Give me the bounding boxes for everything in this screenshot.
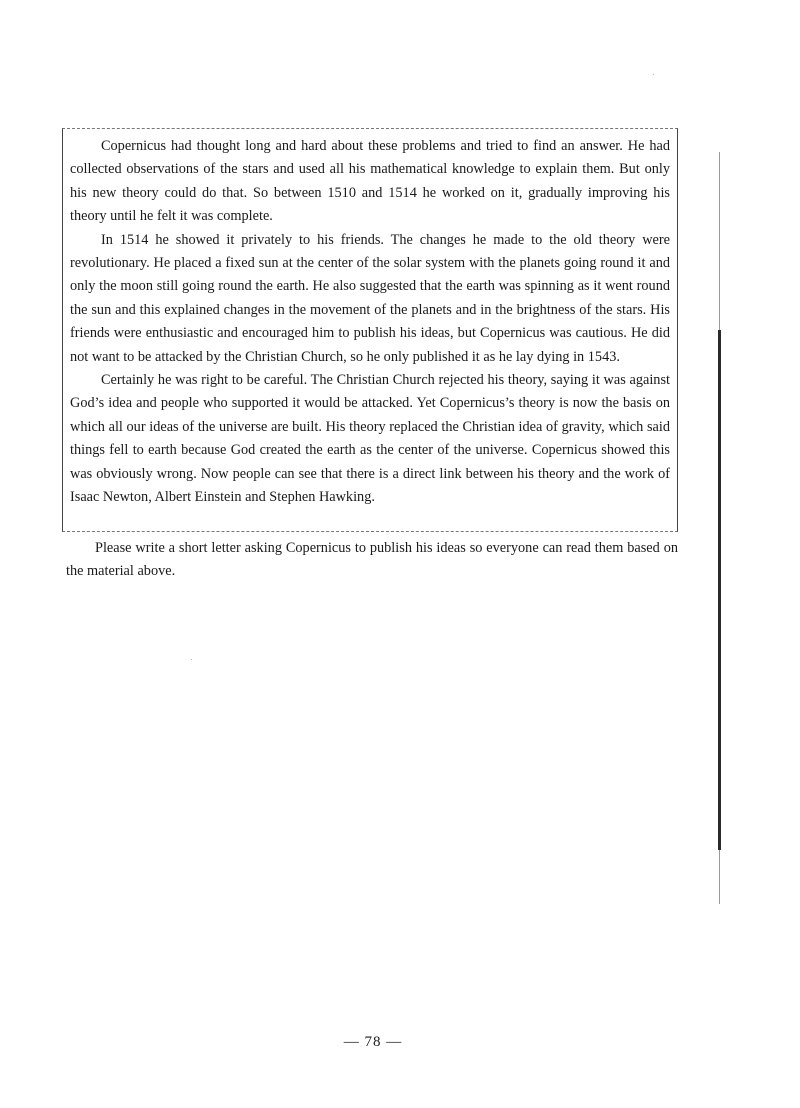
scan-speck [191,659,192,660]
passage [70,135,670,510]
passage-paragraph-1: Copernicus had thought long and hard about these problems and tried to find an answer. He had collected observations of the stars and used all his mathematical knowledge to explain them. But only his new theory could do that. So between 1510 and 1514 he worked on it, gradually improving his theory until he felt it was complete. [70,138,670,225]
passage-paragraph-2: In 1514 he showed it privately to his friends. The changes he made to the old theory were revolutionary. He placed a fixed sun at the center of the solar system with the planets going round it and only the moon still going round the earth. He also suggested that the earth was spinning as it went round the sun and this explained changes in the movement of the planets and in the brightness of the stars. His friends were enthusiastic and encouraged him to publish his ideas, but Copernicus was cautious. He did not want to be attacked by the Christian Church, so he only published it as he lay dying in 1543. [70,231,670,365]
writing-prompt: Please write a short letter asking Copernicus to publish his ideas so everyone can read them based on the material above. [66,540,678,580]
passage-paragraph-3: Certainly he was right to be careful. The Christian Church rejected his theory, saying it was against God’s idea and people who supported it would be attacked. Yet Copernicus’s theory is now the basis on which all our ideas of the universe are built. His theory replaced the Christian idea of gravity, which said things fell to earth because God created the earth as the center of the universe. Copernicus showed this was obviously wrong. Now people can see that there is a direct link between his theory and the work of Isaac Newton, Albert Einstein and Stephen Hawking. [70,372,670,506]
page-number: — 78 — [343,1034,403,1050]
scan-speck [653,74,654,75]
scan-edge-shadow [718,330,721,850]
